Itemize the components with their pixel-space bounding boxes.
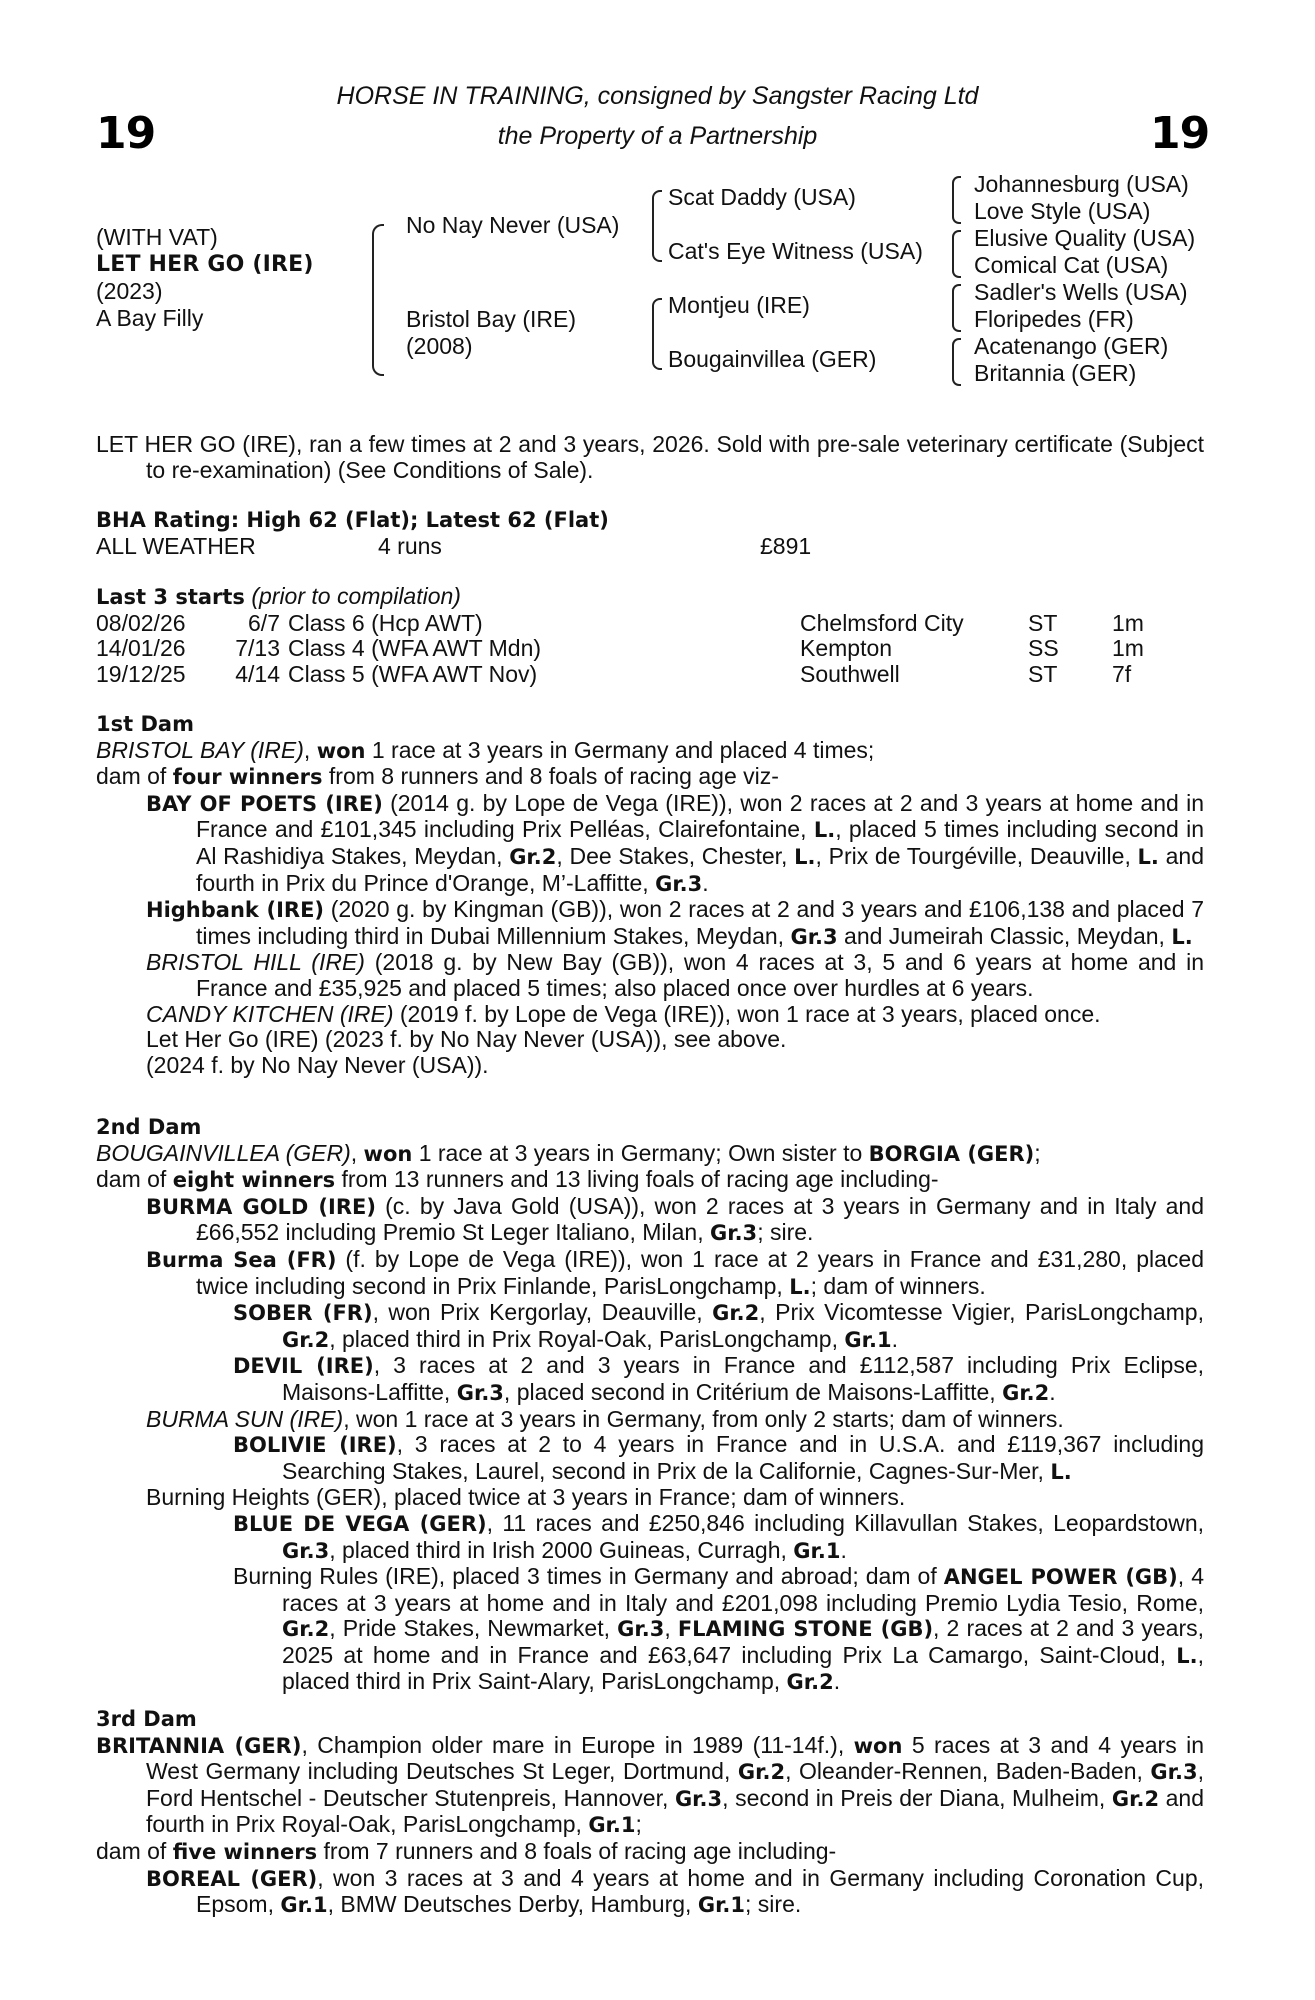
italic-text: CANDY KITCHEN (IRE)	[146, 1000, 394, 1027]
start-race: Class 4 (WFA AWT Mdn)	[288, 635, 542, 662]
bold-text: L.	[1176, 1643, 1198, 1668]
text: 1 race at 3 years in Germany; Own sister to	[412, 1139, 869, 1166]
bold-text: Gr.3	[674, 1786, 723, 1811]
bold-text: eight winners	[172, 1168, 336, 1193]
dam-paragraph	[96, 1866, 1204, 1919]
italic-text: BURMA SUN (IRE)	[146, 1405, 344, 1432]
dam-paragraph	[96, 897, 1204, 950]
pedigree-sire: No Nay Never (USA)	[406, 212, 620, 238]
bold-text: L.	[1171, 924, 1193, 949]
dam-paragraph	[96, 738, 1204, 765]
italic-text: BOUGAINVILLEA (GER)	[96, 1139, 351, 1166]
bold-text: Gr.2	[282, 1617, 330, 1642]
text: , Oleander-Rennen, Baden-Baden,	[785, 1758, 1151, 1785]
dam-paragraph	[96, 1300, 1204, 1353]
pedigree-dam-year: (2008)	[406, 333, 473, 359]
text: , 4 races at 3 years at home and in Italy and £201,098 including Premio Lydia Tesio, Rome,	[282, 1563, 1204, 1616]
text: ,	[350, 1139, 364, 1166]
text: , Pride Stakes, Newmarket,	[329, 1615, 618, 1642]
bold-text: L.	[1050, 1459, 1072, 1484]
last-starts-table	[96, 611, 1204, 688]
start-position: 6/7	[248, 609, 280, 636]
italic-text: BRISTOL HILL (IRE)	[146, 949, 365, 976]
dam-paragraph	[96, 1002, 1204, 1028]
text: (2014 g. by Lope de Vega (IRE)), won 2 races at 2 and 3 years at home and in France and £101,345 including Prix Pelléas, Clairefontaine,	[196, 789, 1204, 843]
rating-earnings: £891	[760, 532, 812, 559]
text: , placed second in Critérium de Maisons-Laffitte,	[503, 1378, 1003, 1405]
pedigree-g8: Britannia (GER)	[974, 360, 1137, 386]
bold-text: L.	[1137, 844, 1159, 869]
bold-text: Gr.3	[617, 1617, 665, 1642]
start-row	[96, 662, 1204, 688]
text: (2019 f. by Lope de Vega (IRE)), won 1 race at 3 years, placed once.	[393, 1000, 1101, 1027]
start-row	[96, 636, 1204, 662]
text: , won 3 races at 3 and 4 years at home and in Germany including Coronation Cup, Epsom,	[196, 1864, 1204, 1918]
start-distance: 1m	[1112, 635, 1144, 662]
pedigree-g1: Johannesburg (USA)	[974, 171, 1189, 197]
text: ; sire.	[757, 1219, 814, 1246]
text: .	[833, 1668, 841, 1695]
text: , 3 races at 2 to 4 years in France and in U.S.A. and £119,367 including Searching Stakes, Laurel, second in Prix de la Californie, Cagnes-Sur-Mer,	[282, 1431, 1204, 1484]
text: Burning Rules (IRE), placed 3 times in Germany and abroad; dam of	[233, 1563, 944, 1590]
bold-text: Gr.3	[1150, 1760, 1198, 1785]
text: , placed third in Irish 2000 Guineas, Curragh,	[329, 1536, 794, 1563]
dam-paragraph	[96, 1839, 1204, 1866]
text: and fourth in Prix du Prince d'Orange, M’-Laffitte,	[196, 842, 1204, 896]
text: , 11 races and £250,846 including Killavullan Stakes, Leopardstown,	[486, 1509, 1204, 1536]
text: .	[840, 1536, 847, 1563]
bold-text: L.	[813, 818, 836, 843]
bold-text: won	[853, 1733, 903, 1758]
italic-text: BRISTOL BAY (IRE)	[96, 736, 304, 763]
text: , won 1 race at 3 years in Germany, from only 2 starts; dam of winners.	[343, 1405, 1064, 1432]
bold-text: BAY OF POETS (IRE)	[146, 791, 383, 816]
bold-text: Gr.2	[1002, 1380, 1050, 1405]
bold-text: Highbank (IRE)	[146, 898, 325, 923]
dam-paragraph	[96, 1407, 1204, 1433]
bold-text: Gr.3	[655, 871, 703, 896]
start-going: ST	[1028, 660, 1058, 687]
bold-text: L.	[794, 844, 816, 869]
text: , won Prix Kergorlay, Deauville,	[372, 1299, 713, 1326]
bold-text: Burma Sea (FR)	[146, 1247, 337, 1272]
bold-text: Gr.1	[697, 1893, 746, 1918]
text: from 7 runners and 8 foals of racing age including-	[317, 1837, 837, 1864]
bold-text: Gr.3	[282, 1538, 330, 1563]
pedigree-dam-sire: Montjeu (IRE)	[668, 292, 810, 318]
start-course: Kempton	[800, 635, 893, 662]
second-dam-section	[96, 1115, 1204, 1696]
dam-paragraph	[96, 1733, 1204, 1839]
dam-paragraph	[96, 1053, 1204, 1079]
bold-text: BORGIA (GER)	[868, 1141, 1035, 1166]
text: , placed 5 times including second in Al Rashidiya Stakes, Meydan,	[196, 816, 1205, 869]
bold-text: Gr.2	[737, 1760, 786, 1785]
start-position: 7/13	[235, 635, 280, 662]
dam-paragraph	[96, 1353, 1204, 1406]
text: , Prix de Tourgéville, Deauville,	[815, 842, 1138, 869]
start-course: Chelmsford City	[800, 609, 964, 636]
dam-paragraph	[96, 1247, 1204, 1300]
text: , BMW Deutsches Derby, Hamburg,	[327, 1891, 698, 1918]
horse-identity	[96, 224, 314, 332]
pedigree-sire-sire: Scat Daddy (USA)	[668, 184, 856, 210]
text: , Ford Hentschel - Deutscher Stutenpreis, Hannover,	[146, 1758, 1205, 1811]
pedigree-g2: Love Style (USA)	[974, 198, 1151, 224]
bold-text: Gr.2	[712, 1301, 760, 1326]
text: ;	[1034, 1139, 1041, 1166]
pedigree-brace	[952, 230, 961, 278]
text: , 3 races at 2 and 3 years in France and £112,587 including Prix Eclipse, Maisons-Laffitte,	[282, 1352, 1205, 1405]
text: , placed third in Prix Saint-Alary, ParisLongchamp,	[282, 1641, 1204, 1695]
dam-section-title: 2nd Dam	[96, 1115, 202, 1139]
summary-text: LET HER GO (IRE), ran a few times at 2 and 3 years, 2026. Sold with pre-sale veterinary certificate (Subject to re-examination) (See Conditions of Sale).	[96, 431, 1204, 483]
lot-number-right: 19	[1150, 108, 1210, 159]
pedigree-brace	[952, 284, 961, 332]
text: , 2 races at 2 and 3 years, 2025 at home and in France and £63,647 including Prix La Camargo, Saint-Cloud,	[282, 1615, 1204, 1668]
vat-label: (WITH VAT)	[96, 224, 218, 250]
text: and Jumeirah Classic, Meydan,	[837, 922, 1172, 949]
text: .	[702, 869, 709, 896]
text: dam of	[96, 1166, 173, 1193]
dam-paragraph	[96, 1511, 1204, 1564]
horse-name: LET HER GO (IRE)	[96, 252, 314, 277]
bold-text: won	[316, 738, 366, 763]
text: .	[891, 1325, 898, 1352]
start-date: 14/01/26	[96, 635, 186, 662]
text: , Prix Vicomtesse Vigier, ParisLongchamp,	[759, 1299, 1204, 1326]
text: , Champion older mare in Europe in 1989 (11-14f.),	[301, 1731, 854, 1758]
last-starts-section	[96, 584, 1204, 687]
pedigree-g4: Comical Cat (USA)	[974, 252, 1169, 278]
bold-text: BRITANNIA (GER)	[96, 1733, 302, 1758]
text: 5 races at 3 and 4 years in West Germany including Deutsches St Leger, Dortmund,	[146, 1731, 1205, 1785]
text: 1 race at 3 years in Germany and placed 4 times;	[365, 736, 875, 763]
dam-paragraph	[96, 1141, 1204, 1168]
dam-paragraph	[96, 1194, 1204, 1247]
start-position: 4/14	[235, 660, 280, 687]
property-line: the Property of a Partnership	[497, 122, 818, 150]
dam-section-title: 1st Dam	[96, 712, 194, 736]
rating-surface: ALL WEATHER	[96, 532, 256, 559]
start-going: ST	[1028, 609, 1058, 636]
pedigree-brace	[652, 190, 662, 262]
bold-text: four winners	[172, 765, 323, 790]
text: dam of	[96, 1837, 173, 1864]
pedigree-brace	[372, 224, 384, 376]
bold-text: Gr.1	[588, 1813, 636, 1838]
dam-paragraph	[96, 1485, 1204, 1511]
text: .	[1049, 1378, 1056, 1405]
bold-text: BLUE DE VEGA (GER)	[233, 1511, 487, 1536]
pedigree-g6: Floripedes (FR)	[974, 306, 1134, 332]
dam-paragraph	[96, 791, 1204, 897]
text: Let Her Go (IRE) (2023 f. by No Nay Never (USA)), see above.	[146, 1026, 787, 1053]
text: ;	[635, 1811, 642, 1838]
rating-section	[96, 508, 1204, 559]
start-distance: 7f	[1112, 660, 1132, 687]
horse-description: A Bay Filly	[96, 305, 204, 331]
bold-text: ANGEL POWER (GB)	[943, 1565, 1178, 1590]
first-dam-section	[96, 712, 1204, 1078]
rating-row	[96, 534, 1204, 560]
pedigree-sire-dam: Cat's Eye Witness (USA)	[668, 238, 923, 264]
bold-text: Gr.3	[456, 1380, 504, 1405]
bold-text: Gr.3	[790, 924, 838, 949]
text: ,	[303, 736, 317, 763]
start-going: SS	[1028, 635, 1059, 662]
dam-section-title: 3rd Dam	[96, 1707, 197, 1731]
bold-text: BOLIVIE (IRE)	[233, 1433, 397, 1458]
bold-text: DEVIL (IRE)	[233, 1354, 374, 1379]
dam-paragraph	[96, 1432, 1204, 1485]
pedigree-brace	[952, 176, 961, 224]
text: from 13 runners and 13 living foals of racing age including-	[335, 1166, 939, 1193]
bold-text: L.	[789, 1274, 811, 1299]
bold-text: Gr.2	[786, 1670, 834, 1695]
start-row	[96, 611, 1204, 637]
bold-text: Gr.1	[280, 1893, 328, 1918]
bold-text: Gr.2	[509, 844, 557, 869]
start-date: 19/12/25	[96, 660, 186, 687]
rating-runs: 4 runs	[378, 532, 442, 559]
bold-text: won	[363, 1141, 413, 1166]
text: and fourth in Prix Royal-Oak, ParisLongchamp,	[146, 1784, 1205, 1838]
text: ,	[664, 1615, 678, 1642]
text: (2020 g. by Kingman (GB)), won 2 races at 2 and 3 years and £106,138 and placed 7 times including third in Dubai Millennium Stakes, Meydan,	[196, 896, 1204, 949]
text: , second in Preis der Diana, Mulheim,	[722, 1784, 1112, 1811]
last-starts-note: (prior to compilation)	[251, 583, 461, 609]
bold-text: Gr.2	[282, 1327, 330, 1352]
start-course: Southwell	[800, 660, 900, 687]
pedigree-brace	[952, 338, 961, 386]
text: , placed third in Prix Royal-Oak, ParisLongchamp,	[329, 1325, 845, 1352]
start-distance: 1m	[1112, 609, 1144, 636]
dam-paragraph	[96, 1167, 1204, 1194]
consignor-line: HORSE IN TRAINING, consigned by Sangster Racing Ltd	[336, 82, 979, 110]
text: dam of	[96, 763, 173, 790]
summary-section	[96, 432, 1204, 483]
text: Burning Heights (GER), placed twice at 3 years in France; dam of winners.	[146, 1484, 906, 1511]
text: (2024 f. by No Nay Never (USA)).	[146, 1051, 489, 1078]
bold-text: Gr.2	[1111, 1786, 1160, 1811]
bold-text: Gr.1	[793, 1538, 841, 1563]
start-date: 08/02/26	[96, 609, 186, 636]
pedigree-g3: Elusive Quality (USA)	[974, 225, 1196, 251]
dam-paragraph	[96, 950, 1204, 1001]
dam-paragraph	[96, 764, 1204, 791]
text: ; dam of winners.	[810, 1272, 986, 1299]
pedigree-g7: Acatenango (GER)	[974, 333, 1169, 359]
bold-text: Gr.1	[844, 1327, 892, 1352]
text: from 8 runners and 8 foals of racing age viz-	[322, 763, 779, 790]
last-starts-title: Last 3 starts	[96, 585, 245, 609]
bha-rating-title: BHA Rating: High 62 (Flat); Latest 62 (Flat)	[96, 508, 609, 532]
text: (2018 g. by New Bay (GB)), won 4 races at 3, 5 and 6 years at home and in France and £35,925 and placed 5 times; also placed once over hurdles at 6 years.	[196, 949, 1204, 1001]
bold-text: BURMA GOLD (IRE)	[146, 1194, 376, 1219]
dam-paragraph	[96, 1564, 1204, 1696]
bold-text: Gr.3	[709, 1221, 758, 1246]
text: , Dee Stakes, Chester,	[556, 842, 795, 869]
bold-text: SOBER (FR)	[233, 1301, 373, 1326]
text: (c. by Java Gold (USA)), won 2 races at 3 years in Germany and in Italy and £66,552 including Premio St Leger Italiano, Milan,	[196, 1192, 1204, 1246]
bold-text: FLAMING STONE (GB)	[677, 1617, 934, 1642]
pedigree-brace	[652, 298, 662, 370]
bold-text: BOREAL (GER)	[146, 1866, 318, 1891]
pedigree-dam: Bristol Bay (IRE)	[406, 306, 576, 332]
start-race: Class 6 (Hcp AWT)	[288, 609, 483, 636]
text: ; sire.	[745, 1891, 802, 1918]
start-race: Class 5 (WFA AWT Nov)	[288, 660, 538, 687]
dam-paragraph	[96, 1027, 1204, 1053]
horse-year: (2023)	[96, 278, 163, 304]
text: (f. by Lope de Vega (IRE)), won 1 race at 2 years in France and £31,280, placed twice including second in Prix Finlande, ParisLongchamp,	[196, 1245, 1204, 1299]
last-starts-heading	[96, 584, 1204, 611]
pedigree-dam-dam: Bougainvillea (GER)	[668, 346, 877, 372]
pedigree-g5: Sadler's Wells (USA)	[974, 279, 1188, 305]
lot-number-left: 19	[96, 108, 156, 159]
third-dam-section	[96, 1707, 1204, 1919]
bold-text: five winners	[172, 1839, 318, 1864]
